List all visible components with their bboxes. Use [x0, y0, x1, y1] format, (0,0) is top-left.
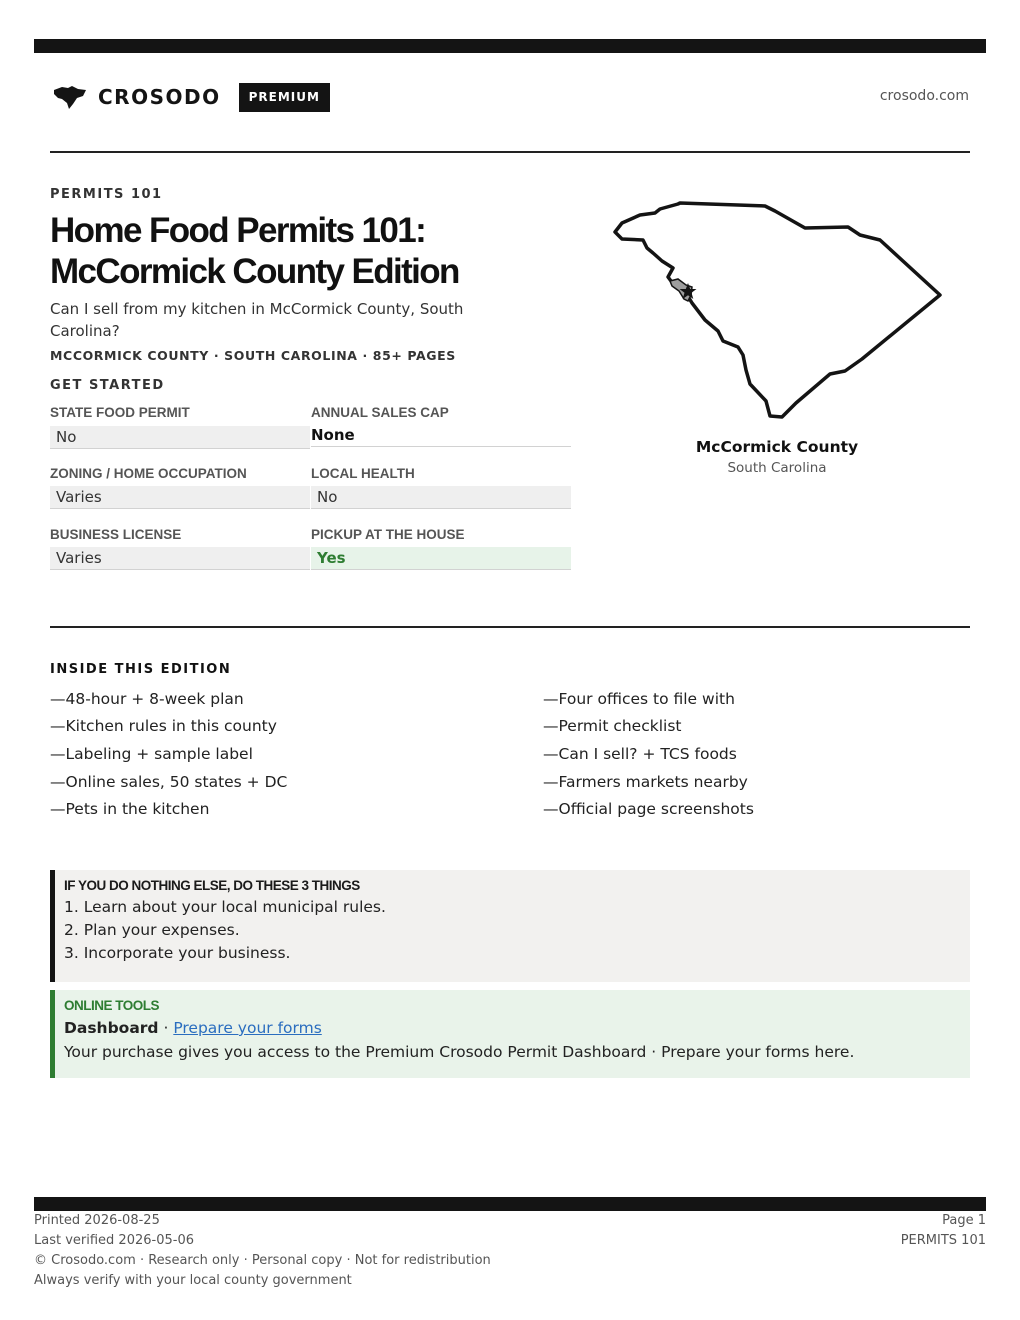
list-item: —Four offices to file with: [543, 690, 735, 708]
site-url[interactable]: crosodo.com: [879, 88, 969, 104]
get-started-heading: GET STARTED: [50, 378, 165, 393]
fact-value: No: [50, 426, 310, 449]
brand-name: CROSODO: [98, 85, 221, 109]
list-item: —Pets in the kitchen: [50, 800, 210, 818]
list-item: —Official page screenshots: [543, 800, 754, 818]
fact-value: No: [311, 486, 571, 509]
state-outline: [615, 203, 940, 417]
footer-page-number: Page 1: [942, 1213, 986, 1228]
page-title: [50, 210, 580, 292]
list-item: —Kitchen rules in this county: [50, 717, 277, 735]
section-eyebrow: PERMITS 101: [50, 187, 163, 202]
footer-printed: Printed 2026-08-25: [34, 1213, 160, 1228]
page-meta: MCCORMICK COUNTY · SOUTH CAROLINA · 85+ PAGES: [50, 348, 456, 363]
list-item: —48-hour + 8-week plan: [50, 690, 244, 708]
fact-label: LOCAL HEALTH: [311, 466, 415, 481]
callout-item: 3. Incorporate your business.: [64, 944, 291, 962]
fact-value: None: [311, 424, 571, 447]
list-item: —Permit checklist: [543, 717, 682, 735]
dashboard-line: [64, 1019, 970, 1037]
fact-value: Varies: [50, 547, 310, 570]
fact-label: STATE FOOD PERMIT: [50, 405, 190, 420]
separator: ·: [158, 1019, 174, 1037]
fact-label: ZONING / HOME OCCUPATION: [50, 466, 247, 481]
title-line-2: McCormick County Edition: [50, 252, 459, 291]
header-divider: [50, 151, 970, 153]
list-item: —Online sales, 50 states + DC: [50, 773, 288, 791]
fact-value: Varies: [50, 486, 310, 509]
page-subtitle: Can I sell from my kitchen in McCormick County, South Carolina?: [50, 300, 464, 340]
list-item: —Farmers markets nearby: [543, 773, 748, 791]
inside-heading: INSIDE THIS EDITION: [50, 662, 232, 677]
callout-item: 2. Plan your expenses.: [64, 921, 240, 939]
map-county-name: McCormick County: [695, 438, 859, 456]
fact-label: PICKUP AT THE HOUSE: [311, 527, 465, 542]
list-item: —Can I sell? + TCS foods: [543, 745, 737, 763]
top-bar: [34, 39, 986, 53]
fact-value: Yes: [311, 547, 571, 570]
fact-label: BUSINESS LICENSE: [50, 527, 182, 542]
state-map: [600, 195, 950, 425]
premium-badge: PREMIUM: [239, 83, 330, 112]
list-item: —Labeling + sample label: [50, 745, 253, 763]
footer-verified: Last verified 2026-05-06: [34, 1233, 194, 1248]
map-state-name: South Carolina: [727, 460, 827, 476]
callout-heading: IF YOU DO NOTHING ELSE, DO THESE 3 THINGS: [64, 878, 360, 893]
online-tools-callout: [50, 990, 970, 1078]
online-tools-description: Your purchase gives you access to the Premium Crosodo Permit Dashboard · Prepare your forms here.: [64, 1043, 855, 1061]
dashboard-label: Dashboard: [64, 1019, 159, 1037]
crosodo-logo-icon: [52, 84, 88, 110]
footer-verify-note: Always verify with your local county government: [34, 1273, 352, 1288]
bottom-bar: [34, 1197, 986, 1211]
brand-logo[interactable]: [52, 82, 330, 112]
fact-label: ANNUAL SALES CAP: [311, 405, 449, 420]
prepare-forms-link[interactable]: Prepare your forms: [173, 1019, 322, 1037]
section-divider: [50, 626, 970, 628]
three-things-callout: [50, 870, 970, 982]
callout-item: 1. Learn about your local municipal rules.: [64, 898, 386, 916]
footer-copyright: © Crosodo.com · Research only · Personal copy · Not for redistribution: [34, 1253, 491, 1268]
footer-section: PERMITS 101: [900, 1233, 986, 1248]
online-tools-heading: ONLINE TOOLS: [64, 998, 160, 1013]
title-line-1: Home Food Permits 101:: [50, 211, 426, 250]
